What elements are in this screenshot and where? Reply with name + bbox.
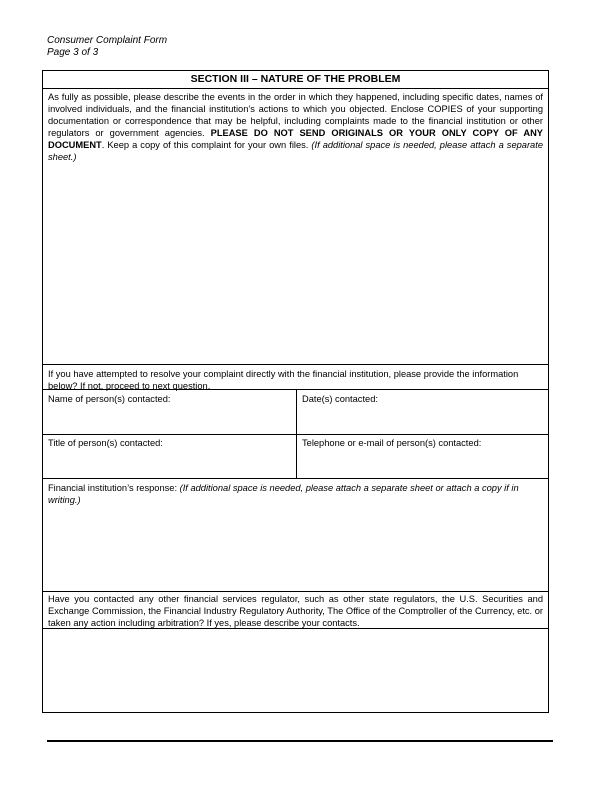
divider xyxy=(43,478,548,479)
divider xyxy=(43,364,548,365)
instructions-text: As fully as possible, please describe the events in the order in which they happened, including specific dates, names of involved individuals, and the financial institution’s actions to which you objected. Enclose COPIES of your supporting documentation or correspondence that may be helpful, including complaints made to the financial institution or other regulators or government agencies. xyxy=(48,92,543,138)
form-name-header: Consumer Complaint Form xyxy=(47,35,168,46)
instructions-text-2: . Keep a copy of this complaint for your own files. xyxy=(101,140,312,150)
other-regulators-field[interactable] xyxy=(45,631,546,709)
divider xyxy=(43,591,548,592)
other-regulators-prompt: Have you contacted any other financial services regulator, such as other state regulators, the U.S. Securities and Exchange Commission, the Financial Industry Regulatory Authority, The Office of the Comptroller of the Currency, etc. or taken any action including arbitration? If yes, please describe your contacts. xyxy=(48,594,543,628)
divider xyxy=(43,628,548,629)
title-divider xyxy=(43,88,548,89)
name-contacted-label: Name of person(s) contacted: xyxy=(48,394,171,404)
dates-contacted-label: Date(s) contacted: xyxy=(302,394,378,404)
phone-email-contacted-label: Telephone or e-mail of person(s) contacted: xyxy=(302,438,482,448)
complaint-form-section-3 xyxy=(42,70,549,713)
column-divider xyxy=(296,389,297,478)
response-label-note: (If additional space is needed, please attach a separate sheet or attach a copy if in writing.) xyxy=(48,483,519,505)
footer-rule xyxy=(47,740,553,742)
title-contacted-field[interactable] xyxy=(45,450,295,475)
page-number-header: Page 3 of 3 xyxy=(47,47,99,58)
instructions-warning: PLEASE DO NOT SEND ORIGINALS OR YOUR ONLY COPY OF ANY DOCUMENT xyxy=(48,128,543,150)
title-contacted-label: Title of person(s) contacted: xyxy=(48,438,163,448)
response-label-text: Financial institution’s response: xyxy=(48,483,180,493)
problem-description-field[interactable] xyxy=(45,163,546,361)
institution-response-field[interactable] xyxy=(45,509,546,589)
response-label xyxy=(48,482,543,506)
section-instructions xyxy=(48,91,543,163)
instructions-note: (If additional space is needed, please attach a separate sheet.) xyxy=(48,140,543,162)
resolve-prompt: If you have attempted to resolve your complaint directly with the financial institution, please provide the information below? If not, proceed to next question. xyxy=(48,369,519,391)
section-title: SECTION III – NATURE OF THE PROBLEM xyxy=(190,73,401,85)
dates-contacted-field[interactable] xyxy=(299,406,546,431)
phone-email-contacted-field[interactable] xyxy=(299,450,546,475)
name-contacted-field[interactable] xyxy=(45,406,295,431)
